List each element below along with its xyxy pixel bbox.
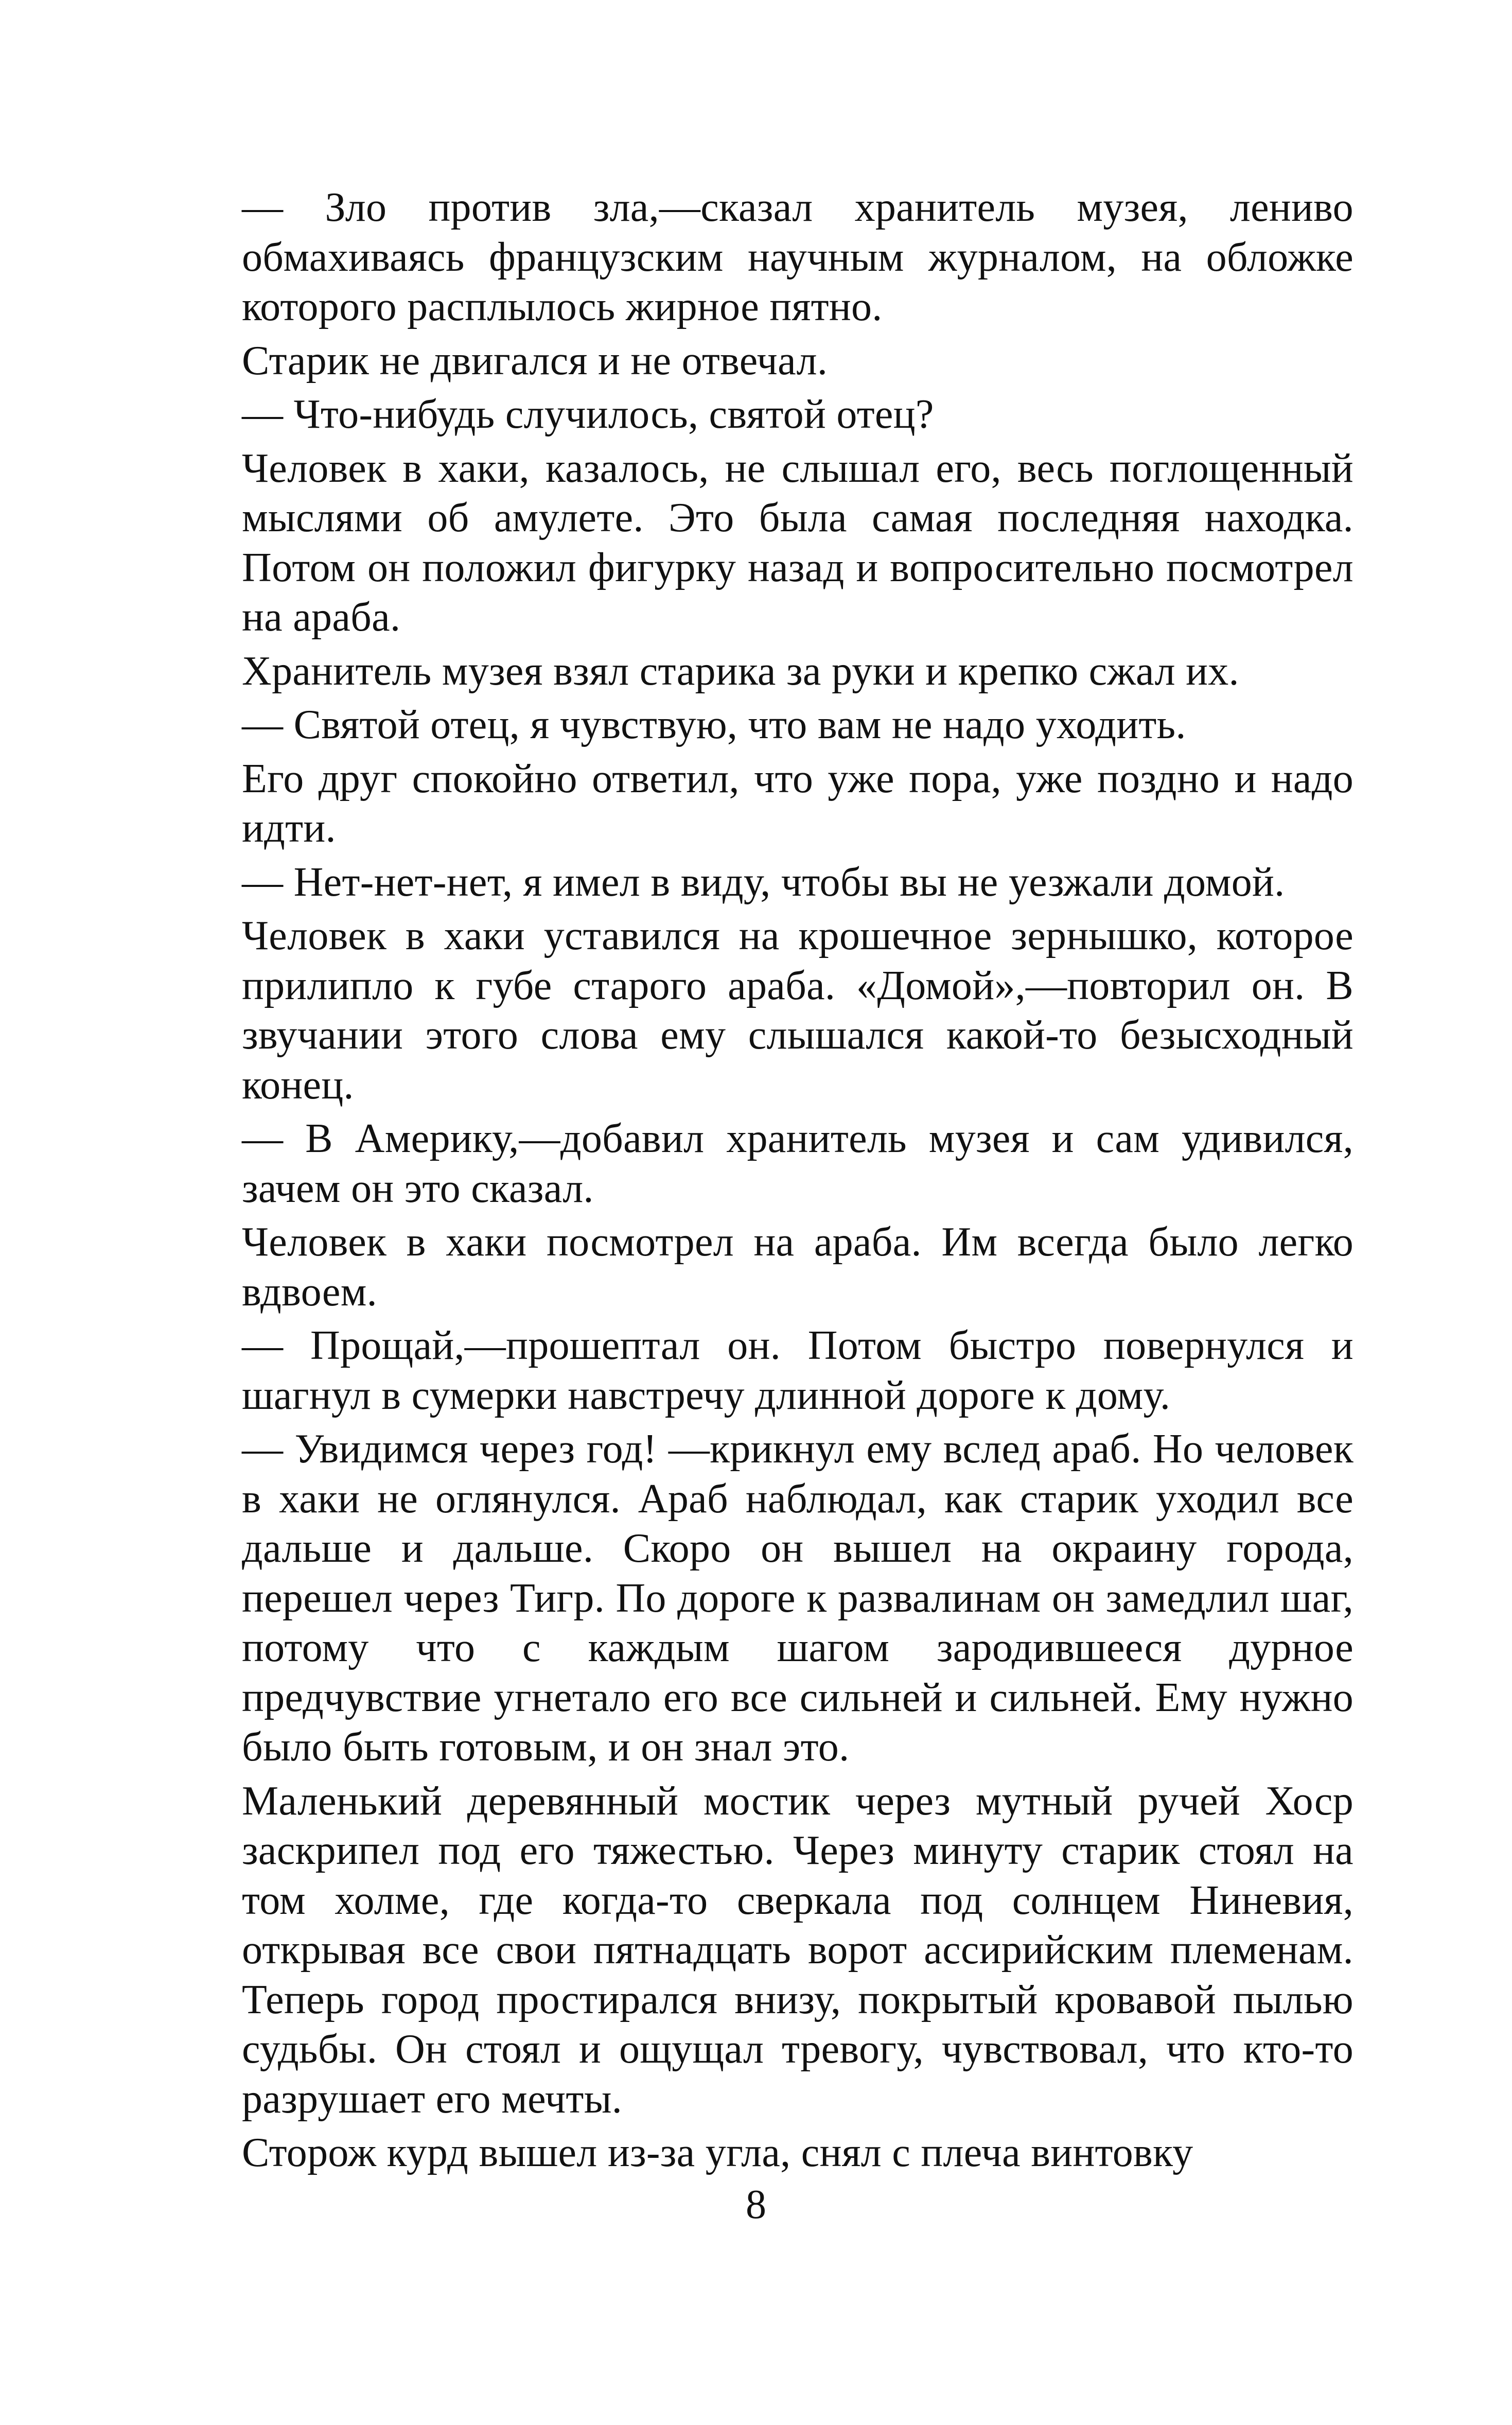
paragraph: Человек в хаки уставился на крошечное зернышко, которое прилипло к губе старого араба. «Домой»,—повторил он. В звучании этого слова ему слышался какой-то безысходный конец. xyxy=(242,913,1353,1108)
paragraph: — Святой отец, я чувствую, что вам не надо уходить. xyxy=(242,702,1186,747)
paragraph: Его друг спокойно ответил, что уже пора, уже поздно и надо идти. xyxy=(242,756,1353,851)
paragraph: Старик не двигался и не отвечал. xyxy=(242,338,828,383)
paragraph: Человек в хаки, казалось, не слышал его, весь поглощенный мыслями об амулете. Это была самая последняя находка. Потом он положил фигурку назад и вопросительно посмотрел на араба. xyxy=(242,445,1353,640)
paragraph: — Увидимся через год! —крикнул ему вслед араб. Но человек в хаки не оглянулся. Араб наблюдал, как старик уходил все дальше и дальше. Скоро он вышел на окраину города, перешел через Тигр. По дороге к развалинам он замедлил шаг, потому что с каждым шагом зародившееся дурное предчувствие угнетало его все сильней и сильней. Ему нужно было быть готовым, и он знал это. xyxy=(242,1426,1353,1770)
paragraph: — Зло против зла,—сказал хранитель музея, лениво обмахиваясь французским научным журналом, на обложке которого расплылось жирное пятно. xyxy=(242,185,1353,329)
paragraph: — Нет-нет-нет, я имел в виду, чтобы вы не уезжали домой. xyxy=(242,859,1285,905)
page-number: 8 xyxy=(746,2182,766,2227)
paragraph: Сторож курд вышел из-за угла, снял с плеча винтовку xyxy=(242,2130,1193,2175)
paragraph: Маленький деревянный мостик через мутный ручей Хоср заскрипел под его тяжестью. Через минуту старик стоял на том холме, где когда-то сверкала под солнцем Ниневия, открывая все свои пятнадцать ворот ассирийским племенам. Теперь город простирался внизу, покрытый кровавой пылью судьбы. Он стоял и ощущал тревогу, чувствовал, что кто-то разрушает его мечты. xyxy=(242,1778,1353,2122)
paragraph: — Прощай,—прошептал он. Потом быстро повернулся и шагнул в сумерки навстречу длинной дороге к дому. xyxy=(242,1323,1353,1418)
paragraph: Хранитель музея взял старика за руки и крепко сжал их. xyxy=(242,648,1239,694)
paragraph: Человек в хаки посмотрел на араба. Им всегда было легко вдвоем. xyxy=(242,1219,1353,1315)
page-text xyxy=(242,183,1353,2178)
paragraph: — В Америку,—добавил хранитель музея и сам удивился, зачем он это сказал. xyxy=(242,1116,1353,1211)
paragraph: — Что-нибудь случилось, святой отец? xyxy=(242,392,934,437)
